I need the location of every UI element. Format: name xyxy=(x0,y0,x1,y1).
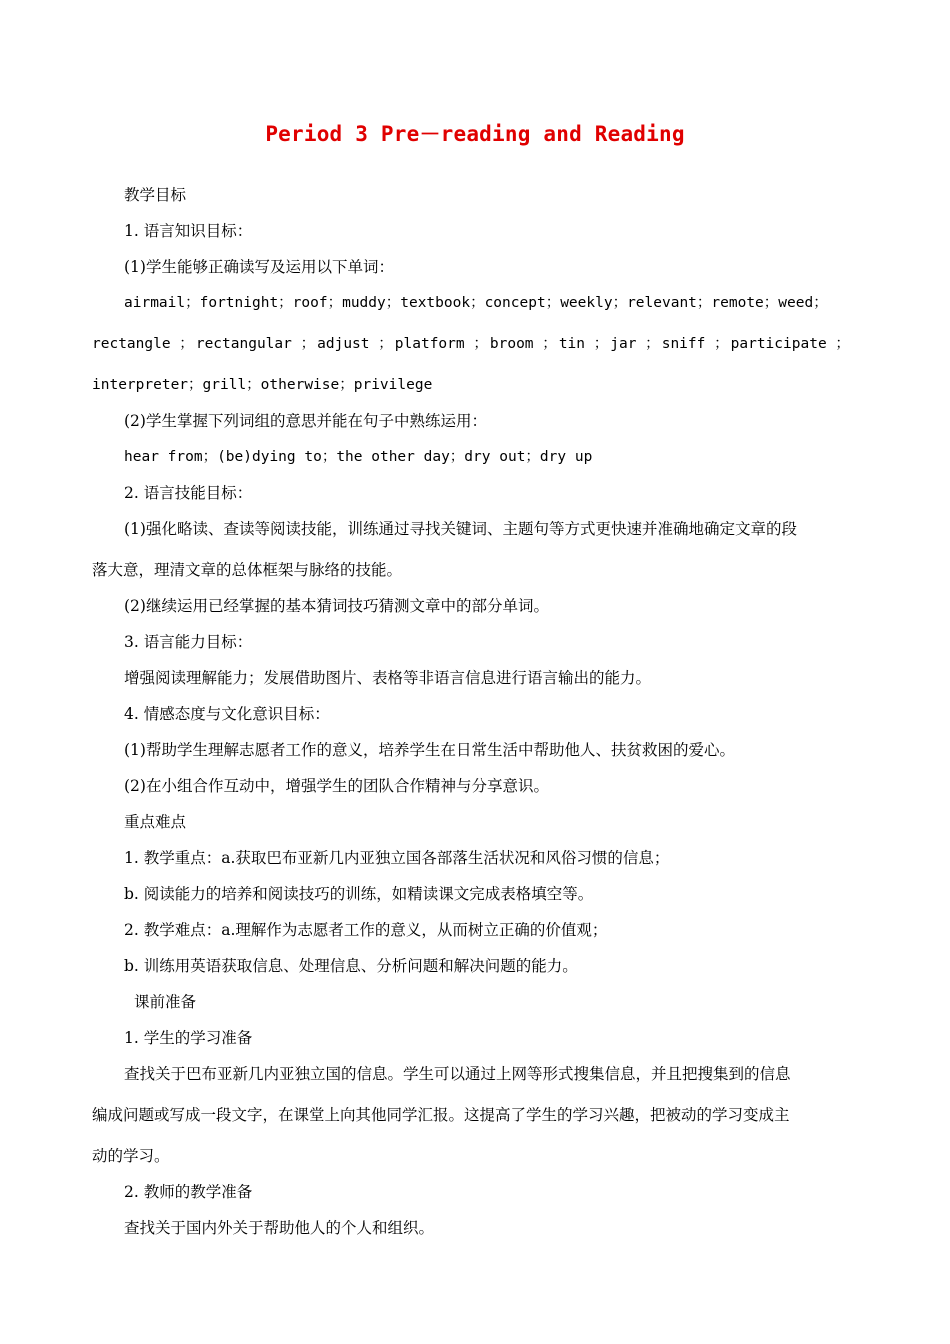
goal-3-heading: 3. 语言能力目标： xyxy=(124,633,253,651)
prep-1-heading: 1. 学生的学习准备 xyxy=(124,1029,253,1047)
prep-1-line-2: 编成问题或写成一段文字，在课堂上向其他同学汇报。这提高了学生的学习兴趣，把被动的学习变成主 xyxy=(92,1106,790,1124)
goal-2-heading: 2. 语言技能目标： xyxy=(124,484,253,502)
goal-1-1: (1)学生能够正确读写及运用以下单词： xyxy=(124,258,394,276)
vocab-word: participate ； xyxy=(730,336,850,352)
goal-4-2: (2)在小组合作互动中，增强学生的团队合作精神与分享意识。 xyxy=(124,777,549,795)
goal-1-heading: 1. 语言知识目标： xyxy=(124,222,253,240)
section-heading-goals: 教学目标 xyxy=(124,186,187,204)
key-point-2a: 2. 教学难点：a.理解作为志愿者工作的意义，从而树立正确的价值观； xyxy=(124,921,608,939)
vocab-word: rectangle ； xyxy=(92,336,194,352)
vocab-word: jar ； xyxy=(610,336,660,352)
section-heading-key-points: 重点难点 xyxy=(124,813,187,831)
goal-4-heading: 4. 情感态度与文化意识目标： xyxy=(124,705,330,723)
key-point-1b: b. 阅读能力的培养和阅读技巧的训练，如精读课文完成表格填空等。 xyxy=(124,885,594,903)
vocab-line-3: interpreter；grill；otherwise；privilege xyxy=(92,377,433,393)
goal-2-1-line-1: (1)强化略读、查读等阅读技能，训练通过寻找关键词、主题句等方式更快速并准确地确定文章的段 xyxy=(124,520,797,538)
vocab-word: rectangular ； xyxy=(195,336,316,352)
goal-3-1: 增强阅读理解能力；发展借助图片、表格等非语言信息进行语言输出的能力。 xyxy=(124,669,652,687)
vocab-word: platform ； xyxy=(394,336,488,352)
prep-1-line-1: 查找关于巴布亚新几内亚独立国的信息。学生可以通过上网等形式搜集信息，并且把搜集到的信息 xyxy=(124,1065,791,1083)
key-point-2b: b. 训练用英语获取信息、处理信息、分析问题和解决问题的能力。 xyxy=(124,957,578,975)
vocab-word: sniff ； xyxy=(661,336,729,352)
vocab-word: adjust ； xyxy=(317,336,393,352)
goal-1-2: (2)学生掌握下列词组的意思并能在句子中熟练运用： xyxy=(124,412,487,430)
goal-2-2: (2)继续运用已经掌握的基本猜词技巧猜测文章中的部分单词。 xyxy=(124,597,549,615)
prep-2-line-1: 查找关于国内外关于帮助他人的个人和组织。 xyxy=(124,1219,435,1237)
vocab-line-2 xyxy=(92,334,850,354)
prep-1-line-3: 动的学习。 xyxy=(92,1147,170,1165)
key-point-1a: 1. 教学重点：a.获取巴布亚新几内亚独立国各部落生活状况和风俗习惯的信息； xyxy=(124,849,670,867)
phrase-list: hear from；(be)dying to；the other day；dry out；dry up xyxy=(124,449,593,465)
goal-4-1: (1)帮助学生理解志愿者工作的意义，培养学生在日常生活中帮助他人、扶贫救困的爱心。 xyxy=(124,741,735,759)
page-title: Period 3 Pre－reading and Reading xyxy=(265,122,685,146)
prep-2-heading: 2. 教师的教学准备 xyxy=(124,1183,253,1201)
vocab-word: tin ； xyxy=(558,336,609,352)
vocab-word: broom ； xyxy=(489,336,557,352)
goal-2-1-line-2: 落大意，理清文章的总体框架与脉络的技能。 xyxy=(92,561,403,579)
section-heading-preparation: 课前准备 xyxy=(134,993,197,1011)
vocab-line-1: airmail；fortnight；roof；muddy；textbook；concept；weekly；relevant；remote；weed； xyxy=(124,295,828,311)
